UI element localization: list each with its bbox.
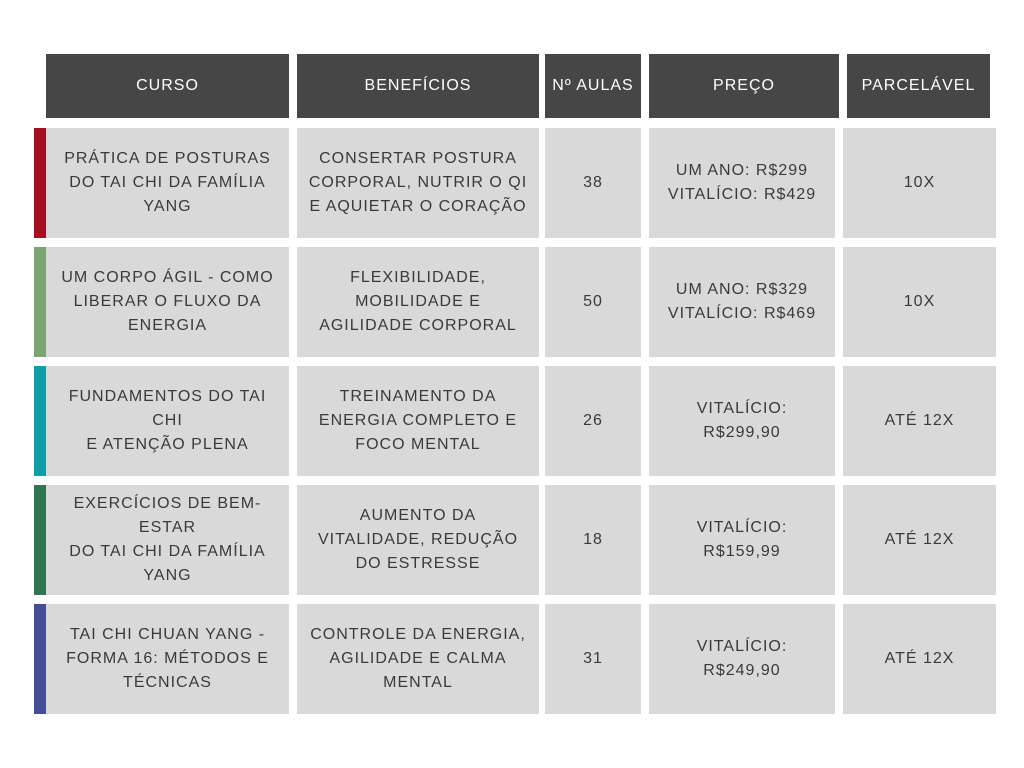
- header-parcelavel: PARCELÁVEL: [847, 54, 990, 118]
- header-beneficios: BENEFÍCIOS: [297, 54, 539, 118]
- table-row-preco: VITALÍCIO: R$159,99: [649, 485, 835, 595]
- table-row-aulas: 50: [545, 247, 641, 357]
- header-aulas: Nº AULAS: [545, 54, 641, 118]
- table-row-beneficios: TREINAMENTO DA ENERGIA COMPLETO E FOCO MENTAL: [297, 366, 539, 476]
- table-row-preco: UM ANO: R$329 VITALÍCIO: R$469: [649, 247, 835, 357]
- header-curso: CURSO: [46, 54, 289, 118]
- table-row-parcelavel: 10X: [843, 247, 996, 357]
- table-row-beneficios: CONSERTAR POSTURA CORPORAL, NUTRIR O QI E AQUIETAR O CORAÇÃO: [297, 128, 539, 238]
- table-row-parcelavel: ATÉ 12X: [843, 604, 996, 714]
- table-row-preco: VITALÍCIO: R$299,90: [649, 366, 835, 476]
- table-row-beneficios: FLEXIBILIDADE, MOBILIDADE E AGILIDADE CORPORAL: [297, 247, 539, 357]
- table-row-curso: TAI CHI CHUAN YANG - FORMA 16: MÉTODOS E TÉCNICAS: [46, 604, 289, 714]
- table-row-aulas: 26: [545, 366, 641, 476]
- row-accent-bar: [34, 485, 46, 595]
- table-row-parcelavel: 10X: [843, 128, 996, 238]
- table-row-preco: UM ANO: R$299 VITALÍCIO: R$429: [649, 128, 835, 238]
- row-accent-bar: [34, 366, 46, 476]
- table-row-curso: FUNDAMENTOS DO TAI CHI E ATENÇÃO PLENA: [46, 366, 289, 476]
- table-row-aulas: 18: [545, 485, 641, 595]
- row-accent-bar: [34, 128, 46, 238]
- table-row-aulas: 31: [545, 604, 641, 714]
- table-row-aulas: 38: [545, 128, 641, 238]
- table-row-curso: EXERCÍCIOS DE BEM- ESTAR DO TAI CHI DA FAMÍLIA YANG: [46, 485, 289, 595]
- table-row-parcelavel: ATÉ 12X: [843, 366, 996, 476]
- table-row-beneficios: AUMENTO DA VITALIDADE, REDUÇÃO DO ESTRESSE: [297, 485, 539, 595]
- table-row-preco: VITALÍCIO: R$249,90: [649, 604, 835, 714]
- table-row-curso: UM CORPO ÁGIL - COMO LIBERAR O FLUXO DA ENERGIA: [46, 247, 289, 357]
- row-accent-bar: [34, 247, 46, 357]
- row-accent-bar: [34, 604, 46, 714]
- table-row-beneficios: CONTROLE DA ENERGIA, AGILIDADE E CALMA MENTAL: [297, 604, 539, 714]
- table-row-parcelavel: ATÉ 12X: [843, 485, 996, 595]
- table-row-curso: PRÁTICA DE POSTURAS DO TAI CHI DA FAMÍLIA YANG: [46, 128, 289, 238]
- header-preco: PREÇO: [649, 54, 839, 118]
